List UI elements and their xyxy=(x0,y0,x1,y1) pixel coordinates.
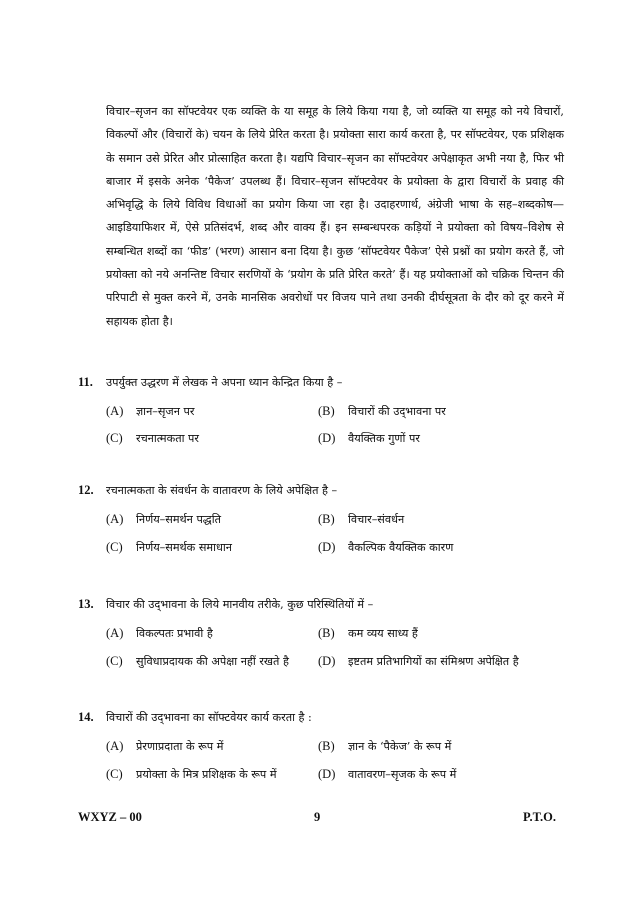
pto-label: P.T.O. xyxy=(523,810,556,824)
question-text: उपर्युक्त उद्धरण में लेखक ने अपना ध्यान केन्द्रित किया है – xyxy=(106,376,343,389)
passage-text: विचार–सृजन का सॉफ्टवेयर एक व्यक्ति के या समूह के लिये किया गया है, जो व्यक्ति या समूह को नये विचारों, विकल्पों और (विचारों के) चयन के लिये प्रेरित करता है। प्रयोक्ता सारा कार्य करता है, पर सॉफ्टवेयर, एक प्रशिक्षक के समान उसे प्रेरित और प्रोत्साहित करता है। यद्यपि विचार–सृजन का सॉफ्टवेयर अपेक्षाकृत अभी नया है, फिर भी बाजार में इसके अनेक ‘पैकेज’ उपलब्ध हैं। विचार–सृजन सॉफ्टवेयर के प्रयोक्ता के द्वारा विचारों के प्रवाह की अभिवृद्धि के लिये विविध विधाओं का प्रयोग किया जा रहा है। उदाहरणार्थ, अंग्रेजी भाषा के सह–शब्दकोष— आइडियाफिशर में, ऐसे प्रतिसंदर्भ, शब्द और वाक्य हैं। इन सम्बन्धपरक कड़ियों ने प्रयोक्ता को विषय–विशेष से सम्बन्धित शब्दों का ‘फीड’ (भरण) आसान बना दिया है। कुछ ‘सॉफ्टवेयर पैकेज’ ऐसे प्रश्नों का प्रयोग करते हैं, जो प्रयोक्ता को नये अनन्तिष्ट विचार सरणियों के ‘प्रयोग के प्रति प्रेरित करते’ हैं। यह प्रयोक्ताओं को चक्रिक चिन्तन की परिपाटी से मुक्त करने में, उनके मानसिक अवरोधों पर विजय पाने तथा उनकी दीर्घसूत्रता के दौर को दूर करने में सहायक होता है। xyxy=(106,105,564,328)
option-label: (D) xyxy=(318,431,336,445)
option-label: (C) xyxy=(106,431,123,445)
option-text: सुविधाप्रदायक की अपेक्षा नहीं रखते है xyxy=(136,655,289,668)
question-number: 14. xyxy=(78,710,94,724)
option-label: (C) xyxy=(106,654,123,668)
question-text: रचनात्मकता के संवर्धन के वातावरण के लिये अपेक्षित है – xyxy=(106,484,338,497)
option-text: प्रयोक्ता के मित्र प्रशिक्षक के रूप में xyxy=(136,768,277,781)
option-text: वैयक्तिक गुणों पर xyxy=(348,432,420,445)
question-text: विचार की उद्‌भावना के लिये मानवीय तरीके, कुछ परिस्थितियों में – xyxy=(106,598,374,611)
option-label: (B) xyxy=(318,626,335,640)
option-text: विकल्पतः प्रभावी है xyxy=(136,627,213,640)
option-text: ज्ञान–सृजन पर xyxy=(136,405,195,418)
question-number: 12. xyxy=(78,483,94,497)
option-text: विचार–संवर्धन xyxy=(348,513,405,526)
option-text: निर्णय–समर्थन पद्धति xyxy=(136,513,222,526)
option-text: रचनात्मकता पर xyxy=(136,432,199,445)
option-label: (B) xyxy=(318,739,335,753)
question-number: 11. xyxy=(78,375,93,389)
option-label: (D) xyxy=(318,767,336,781)
option-text: इष्टतम प्रतिभागियों का संमिश्रण अपेक्षित है xyxy=(348,655,519,668)
option-label: (A) xyxy=(106,626,124,640)
option-text: कम व्यय साध्य हैं xyxy=(348,627,418,640)
option-label: (B) xyxy=(318,512,335,526)
option-text: ज्ञान के ‘पैकेज’ के रूप में xyxy=(348,740,452,753)
passage xyxy=(106,100,564,333)
question-number: 13. xyxy=(78,597,94,611)
page-number: 9 xyxy=(314,810,321,824)
option-text: विचारों की उद्‌भावना पर xyxy=(348,405,446,418)
paper-code: WXYZ – 00 xyxy=(78,810,142,824)
page-footer xyxy=(0,810,638,830)
option-text: निर्णय–समर्थक समाधान xyxy=(136,541,232,554)
option-text: वातावरण–सृजक के रूप में xyxy=(348,768,457,781)
option-label: (C) xyxy=(106,540,123,554)
option-label: (A) xyxy=(106,512,124,526)
option-text: वैकल्पिक वैयक्तिक कारण xyxy=(348,541,454,554)
option-label: (B) xyxy=(318,404,335,418)
option-text: प्रेरणाप्रदाता के रूप में xyxy=(136,740,224,753)
option-label: (C) xyxy=(106,767,123,781)
question-text: विचारों की उद्‌भावना का सॉफ्टवेयर कार्य करता है : xyxy=(106,711,312,724)
option-label: (D) xyxy=(318,654,336,668)
option-label: (A) xyxy=(106,739,124,753)
option-label: (A) xyxy=(106,404,124,418)
option-label: (D) xyxy=(318,540,336,554)
